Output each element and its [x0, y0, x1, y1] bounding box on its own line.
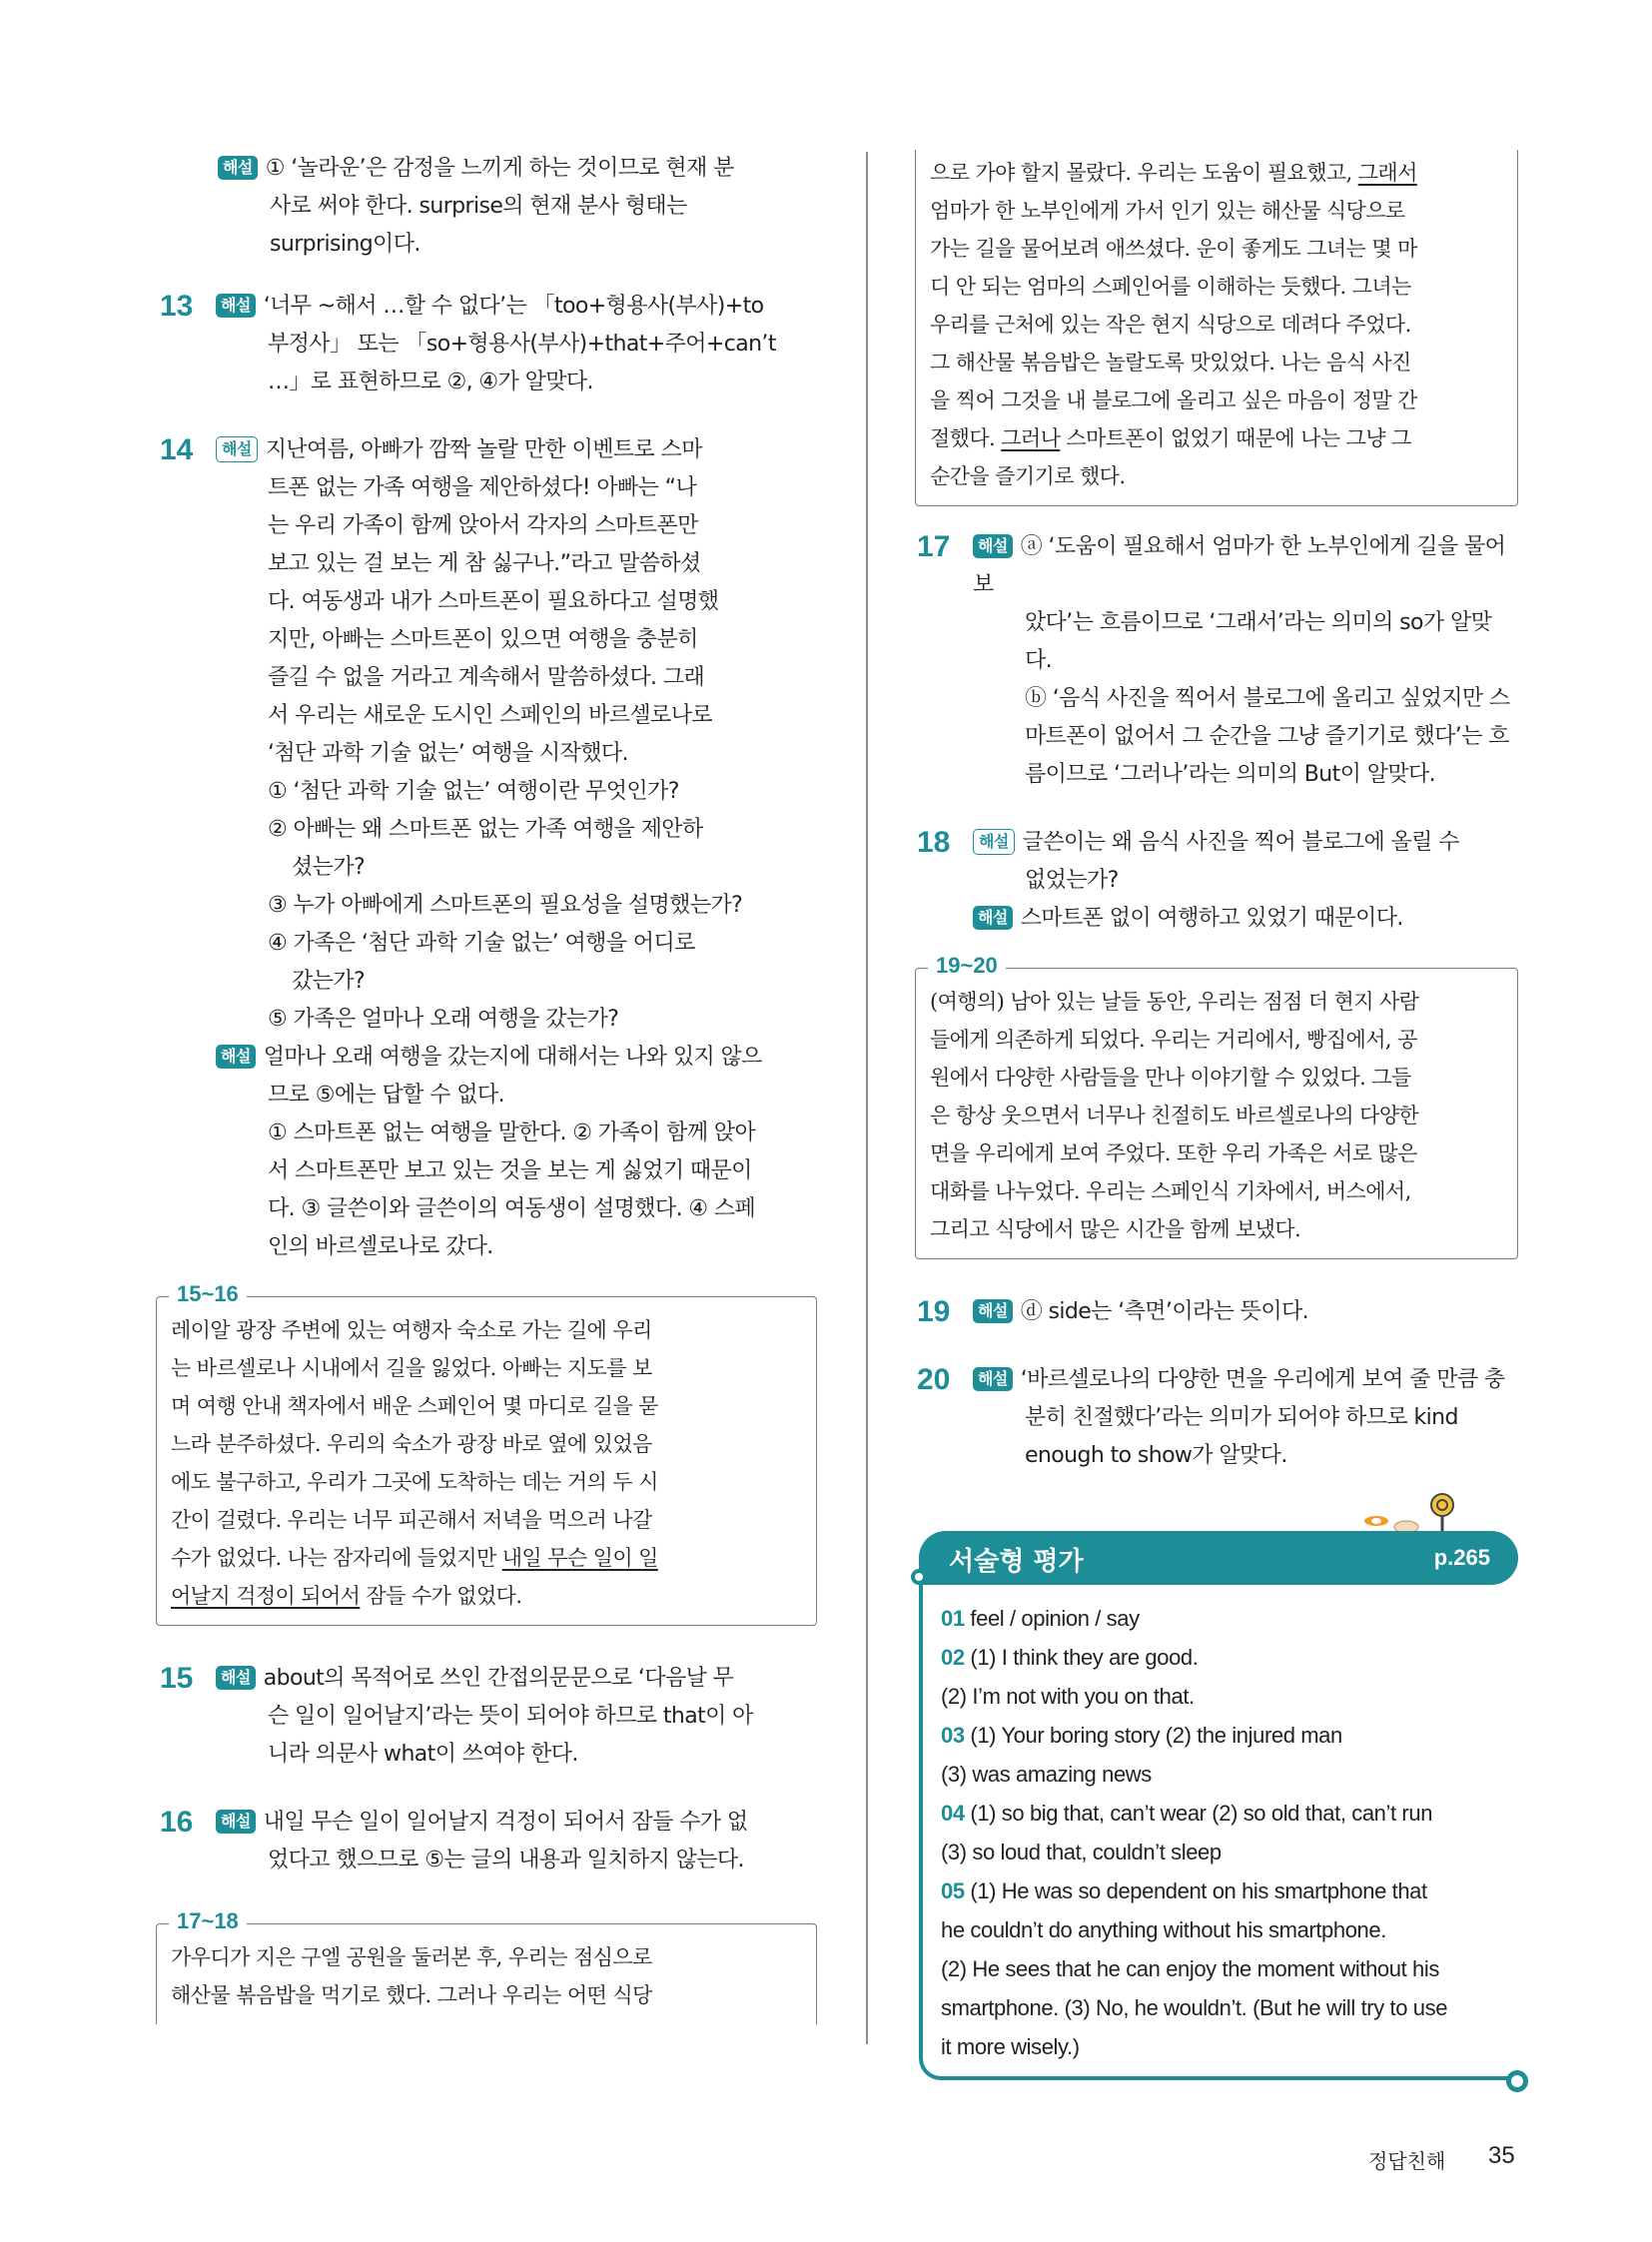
q14-answer-line: 얼마나 오래 여행을 갔는지에 대해서는 나와 있지 않으: [263, 1045, 762, 1070]
q17-line: ⓑ ‘음식 사진을 찍어서 블로그에 올리고 싶었지만 스: [1025, 686, 1510, 711]
page-number: 35: [1488, 2142, 1515, 2169]
q15-line: 니라 의문사 what이 쓰여야 한다.: [268, 1742, 578, 1767]
question-19: [919, 1293, 1518, 1331]
q15-line: 슨 일이 일어날지’라는 뜻이 되어야 하므로 that이 아: [268, 1704, 753, 1729]
passage-line: 잠들 수가 없었다.: [360, 1584, 522, 1608]
passage-line: 가우디가 지은 구엘 공원을 둘러본 후, 우리는 점심으로: [171, 1945, 652, 1969]
question-18: [919, 824, 1518, 938]
passage-line: 며 여행 안내 책자에서 배운 스페인어 몇 마디로 길을 묻: [171, 1394, 658, 1418]
q14-option: ① ‘첨단 과학 기술 없는’ 여행이란 무엇인가?: [268, 779, 679, 804]
q12-explanation: [218, 150, 817, 264]
q13-line: 부정사」 또는 「so+형용사(부사)+that+주어+can’t: [268, 332, 776, 357]
passage-line: 대화를 나누었다. 우리는 스페인식 기차에서, 버스에서,: [930, 1179, 1411, 1203]
question-17: [919, 528, 1518, 794]
q14-detail-line: 다. ③ 글쓴이와 글쓴이의 여동생이 설명했다. ④ 스페: [268, 1196, 756, 1221]
q12-line: ① ‘놀라운’은 감정을 느끼게 하는 것이므로 현재 분: [265, 156, 734, 181]
answer-line: 05 (1) He was so dependent on his smartphone that: [941, 1878, 1427, 1903]
explanation-tag: 해설: [973, 1367, 1013, 1391]
answer-line: (3) so loud that, couldn’t sleep: [941, 1840, 1222, 1865]
answer-line: (2) I’m not with you on that.: [941, 1684, 1195, 1709]
explanation-tag: 해설: [216, 1045, 256, 1069]
explanation-tag: 해설: [973, 1299, 1013, 1323]
passage-line: 해산물 볶음밥을 먹기로 했다. 그러나 우리는 어떤 식당: [171, 1983, 652, 2007]
q17-line: ⓐ ‘도움이 필요해서 엄마가 한 노부인에게 길을 물어보: [973, 534, 1506, 597]
underlined-phrase: 그러나: [1001, 426, 1061, 450]
q14-line: ‘첨단 과학 기술 없는’ 여행을 시작했다.: [268, 741, 628, 766]
q20-line: enough to show가 알맞다.: [1025, 1443, 1287, 1468]
evaluation-end-dot: [1506, 2070, 1528, 2092]
passage-line: 간이 걸렸다. 우리는 너무 피곤해서 저녁을 먹으러 나갈: [171, 1508, 652, 1532]
passage-line: 으로 가야 할지 몰랐다. 우리는 도움이 필요했고,: [930, 161, 1358, 185]
passage-line: 순간을 즐기기로 했다.: [930, 464, 1126, 488]
passage-17-18-start: [156, 1908, 817, 2024]
evaluation-corner-dot: [911, 1569, 927, 1585]
underlined-phrase: 그래서: [1357, 161, 1417, 185]
q14-option: ② 아빠는 왜 스마트폰 없는 가족 여행을 제안하: [268, 817, 703, 842]
passage-line: 는 바르셀로나 시내에서 길을 잃었다. 아빠는 지도를 보: [171, 1356, 652, 1380]
passage-line: 느라 분주하셨다. 우리의 숙소가 광장 바로 옆에 있었음: [171, 1432, 652, 1456]
passage-line: 수가 없었다. 나는 잠자리에 들었지만: [171, 1546, 502, 1570]
passage-line: 에도 불구하고, 우리가 그곳에 도착하는 데는 거의 두 시: [171, 1470, 658, 1494]
passage-line: 엄마가 한 노부인에게 가서 인기 있는 해산물 식당으로: [930, 199, 1405, 223]
passage-line: 은 항상 웃으면서 너무나 친절히도 바르셀로나의 다양한: [930, 1104, 1419, 1127]
question-number: 13: [160, 290, 194, 323]
passage-line: 우리를 근처에 있는 작은 현지 식당으로 데려다 주었다.: [930, 313, 1411, 337]
column-divider: [866, 152, 868, 2044]
explanation-tag: 해설: [216, 1810, 256, 1834]
passage-15-16: [156, 1281, 817, 1626]
q14-line: 즐길 수 없을 거라고 계속해서 말씀하셨다. 그래: [268, 665, 705, 690]
question-number: 17: [917, 530, 951, 563]
q14-line: 지난여름, 아빠가 깜짝 놀랄 만한 이벤트로 스마: [265, 437, 702, 462]
q17-line: 름이므로 ‘그러나’라는 의미의 But이 알맞다.: [1025, 762, 1436, 787]
passage-label: 19~20: [928, 953, 1006, 979]
q14-line: 는 우리 가족이 함께 앉아서 각자의 스마트폰만: [268, 513, 698, 538]
explanation-tag: 해설: [973, 534, 1013, 558]
q13-line: …」로 표현하므로 ②, ④가 알맞다.: [268, 370, 593, 394]
passage-19-20: [915, 953, 1518, 1259]
explanation-tag-outline: 해설: [973, 829, 1015, 855]
explanation-tag: 해설: [216, 1666, 256, 1690]
question-13: [162, 288, 817, 401]
explanation-tag: 해설: [216, 294, 256, 318]
answer-line: 02 (1) I think they are good.: [941, 1645, 1199, 1670]
q12-line: surprising이다.: [270, 232, 420, 257]
question-20: [919, 1361, 1518, 1475]
answer-line: he couldn’t do anything without his smartphone.: [941, 1917, 1386, 1942]
evaluation-page-ref: p.265: [1433, 1545, 1490, 1570]
q18-line: 없었는가?: [1025, 868, 1119, 893]
answer-line: it more wisely.): [941, 2034, 1080, 2059]
answer-line: (2) He sees that he can enjoy the moment without his: [941, 1956, 1439, 1981]
q14-option-cont: 셨는가?: [292, 855, 366, 880]
q14-option-cont: 갔는가?: [292, 969, 366, 994]
passage-line: 그 해산물 볶음밥은 놀랄도록 맛있었다. 나는 음식 사진: [930, 351, 1411, 374]
question-number: 16: [160, 1806, 194, 1839]
q20-line: ‘바르셀로나의 다양한 면을 우리에게 보여 줄 만큼 충: [1020, 1367, 1505, 1392]
q12-line: 사로 써야 한다. surprise의 현재 분사 형태는: [270, 194, 687, 219]
passage-line: 원에서 다양한 사람들을 만나 이야기할 수 있었다. 그들: [930, 1066, 1411, 1090]
question-number: 18: [917, 826, 951, 859]
question-number: 19: [917, 1295, 951, 1328]
q17-line: 았다’는 흐름이므로 ‘그래서’라는 의미의 so가 알맞다.: [1025, 610, 1492, 673]
passage-line: 을 찍어 그것을 내 블로그에 올리고 싶은 마음이 정말 간: [930, 388, 1417, 412]
q14-detail-line: ① 스마트폰 없는 여행을 말한다. ② 가족이 함께 앉아: [268, 1121, 756, 1145]
q18-answer: 스마트폰 없이 여행하고 있었기 때문이다.: [1020, 906, 1403, 931]
q19-text: ⓓ side는 ‘측면’이라는 뜻이다.: [1020, 1299, 1309, 1324]
footer-label: 정답친해: [1368, 2149, 1446, 2173]
q14-detail-line: 인의 바르셀로나로 갔다.: [268, 1234, 493, 1259]
q14-line: 트폰 없는 가족 여행을 제안하셨다! 아빠는 “나: [268, 475, 697, 500]
passage-line: 절했다.: [930, 426, 1002, 450]
q16-line: 내일 무슨 일이 일어날지 걱정이 되어서 잠들 수가 없: [263, 1810, 748, 1835]
passage-label: 17~18: [169, 1908, 247, 1934]
question-number: 20: [917, 1363, 951, 1396]
passage-line: 레이알 광장 주변에 있는 여행자 숙소로 가는 길에 우리: [171, 1318, 652, 1342]
explanation-tag-outline: 해설: [216, 436, 258, 462]
q14-line: 다. 여동생과 내가 스마트폰이 필요하다고 설명했: [268, 589, 719, 614]
passage-line: 스마트폰이 없었기 때문에 나는 그냥 그: [1060, 426, 1411, 450]
passage-line: 그리고 식당에서 많은 시간을 함께 보냈다.: [930, 1217, 1301, 1241]
answer-line: 03 (1) Your boring story (2) the injured man: [941, 1723, 1342, 1748]
answer-line: smartphone. (3) No, he wouldn’t. (But he will try to use: [941, 1995, 1448, 2020]
passage-17-18-cont: [915, 150, 1518, 506]
q17-line: 마트폰이 없어서 그 순간을 그냥 즐기기로 했다’는 흐: [1025, 724, 1509, 749]
question-14: [162, 431, 817, 1266]
q14-line: 보고 있는 걸 보는 게 참 싫구나.”라고 말씀하셨: [268, 551, 701, 576]
passage-line: 가는 길을 물어보려 애쓰셨다. 운이 좋게도 그녀는 몇 마: [930, 237, 1417, 261]
page-footer: [1368, 2142, 1515, 2174]
answer-line: 04 (1) so big that, can’t wear (2) so old that, can’t run: [941, 1801, 1433, 1826]
passage-line: 들에게 의존하게 되었다. 우리는 거리에서, 빵집에서, 공: [930, 1028, 1417, 1052]
q18-line: 글쓴이는 왜 음식 사진을 찍어 블로그에 올릴 수: [1022, 830, 1459, 855]
left-column: [160, 150, 817, 2024]
q14-option: ⑤ 가족은 얼마나 오래 여행을 갔는가?: [268, 1007, 619, 1032]
evaluation-header: [919, 1531, 1518, 1585]
passage-line: 디 안 되는 엄마의 스페인어를 이해하는 듯했다. 그녀는: [930, 275, 1411, 299]
answer-line: (3) was amazing news: [941, 1762, 1152, 1787]
passage-line: (여행의) 남아 있는 날들 동안, 우리는 점점 더 현지 사람: [930, 990, 1419, 1014]
explanation-tag: 해설: [218, 156, 258, 180]
passage-line: 면을 우리에게 보여 주었다. 또한 우리 가족은 서로 많은: [930, 1141, 1417, 1165]
passage-label: 15~16: [169, 1281, 247, 1307]
q14-line: 서 우리는 새로운 도시인 스페인의 바르셀로나로: [268, 703, 713, 728]
decorative-illustration-icon: [1354, 1491, 1474, 1535]
underlined-phrase: 어날지 걱정이 되어서: [171, 1584, 361, 1608]
q14-answer-line: 므로 ⑤에는 답할 수 없다.: [268, 1083, 504, 1108]
q14-line: 지만, 아빠는 스마트폰이 있으면 여행을 충분히: [268, 627, 698, 652]
evaluation-title: 서술형 평가: [949, 1547, 1084, 1577]
underlined-phrase: 내일 무슨 일이 일: [501, 1546, 658, 1570]
question-16: [162, 1804, 817, 1879]
evaluation-answers: [919, 1585, 1518, 2080]
question-15: [162, 1660, 817, 1774]
q14-option: ③ 누가 아빠에게 스마트폰의 필요성을 설명했는가?: [268, 893, 743, 918]
question-number: 14: [160, 433, 194, 466]
explanation-tag: 해설: [973, 906, 1013, 930]
q15-line: about의 목적어로 쓰인 간접의문문으로 ‘다음날 무: [263, 1666, 734, 1691]
answer-line: 01 feel / opinion / say: [941, 1606, 1140, 1631]
q14-detail-line: 서 스마트폰만 보고 있는 것을 보는 게 싫었기 때문이: [268, 1158, 752, 1183]
q14-option: ④ 가족은 ‘첨단 과학 기술 없는’ 여행을 어디로: [268, 931, 695, 956]
written-evaluation-box: [919, 1531, 1518, 2080]
q20-line: 분히 친절했다’라는 의미가 되어야 하므로 kind: [1025, 1405, 1458, 1430]
right-column: [919, 150, 1518, 2080]
q16-line: 었다고 했으므로 ⑤는 글의 내용과 일치하지 않는다.: [268, 1848, 744, 1872]
question-number: 15: [160, 1662, 194, 1695]
q13-line: ‘너무 ~해서 …할 수 없다’는 「too+형용사(부사)+to: [263, 294, 764, 319]
